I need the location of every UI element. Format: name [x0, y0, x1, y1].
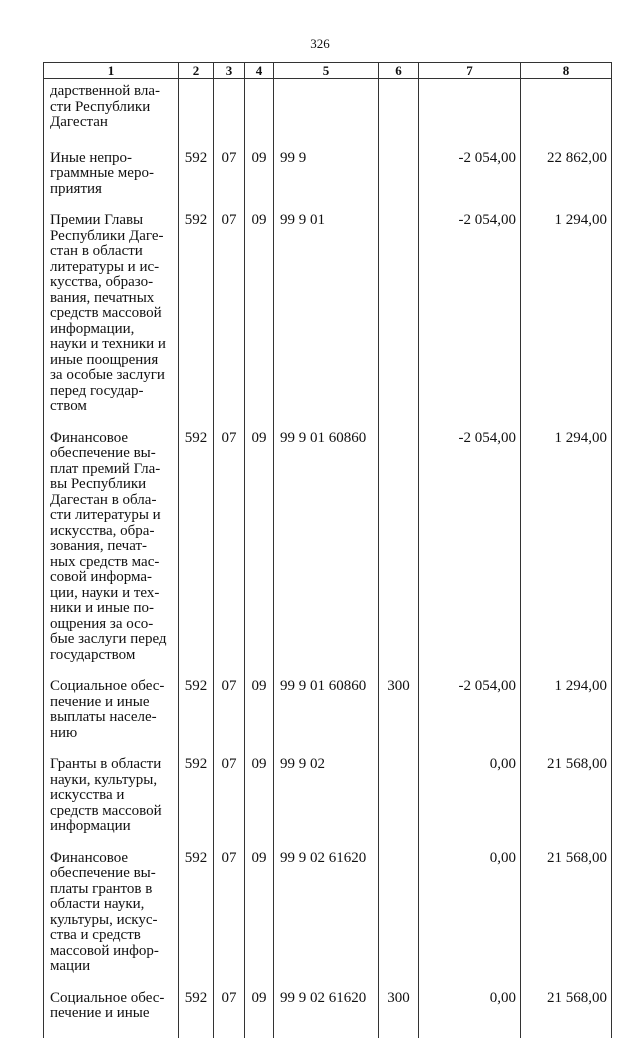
cell-expense-type	[379, 757, 419, 851]
cell-ministry: 592	[179, 991, 214, 1038]
cell-change-amount: -2 054,00	[419, 151, 521, 214]
cell-section: 07	[214, 851, 245, 991]
table-row	[44, 151, 612, 214]
cell-expense-type	[379, 213, 419, 431]
cell-ministry: 592	[179, 431, 214, 680]
cell-subsection: 09	[245, 431, 274, 680]
column-header: 7	[419, 63, 521, 79]
cell-change-amount: -2 054,00	[419, 431, 521, 680]
cell-ministry	[179, 79, 214, 151]
cell-target-article	[274, 79, 379, 151]
row-name: Иные непро- граммные меро- приятия	[44, 151, 179, 214]
column-header: 6	[379, 63, 419, 79]
cell-expense-type	[379, 79, 419, 151]
row-name: Социальное обес- печение и иные	[44, 991, 179, 1038]
column-header: 5	[274, 63, 379, 79]
row-name: Финансовое обеспечение вы- платы грантов в области науки, культуры, искус- ства и средств массовой инфор- мации	[44, 851, 179, 991]
cell-target-article: 99 9 02 61620	[274, 991, 379, 1038]
budget-table	[43, 62, 612, 1038]
cell-subsection: 09	[245, 679, 274, 757]
cell-subsection: 09	[245, 213, 274, 431]
cell-total-amount: 1 294,00	[521, 213, 612, 431]
cell-section: 07	[214, 679, 245, 757]
cell-section: 07	[214, 991, 245, 1038]
cell-section: 07	[214, 431, 245, 680]
table-row	[44, 213, 612, 431]
cell-change-amount: 0,00	[419, 851, 521, 991]
column-header: 4	[245, 63, 274, 79]
cell-target-article: 99 9 01 60860	[274, 679, 379, 757]
cell-change-amount: -2 054,00	[419, 679, 521, 757]
cell-total-amount: 1 294,00	[521, 679, 612, 757]
cell-expense-type	[379, 431, 419, 680]
table-row	[44, 851, 612, 991]
cell-section: 07	[214, 757, 245, 851]
column-header: 8	[521, 63, 612, 79]
cell-total-amount: 21 568,00	[521, 991, 612, 1038]
cell-ministry: 592	[179, 151, 214, 214]
cell-total-amount: 21 568,00	[521, 851, 612, 991]
cell-target-article: 99 9	[274, 151, 379, 214]
cell-change-amount: -2 054,00	[419, 213, 521, 431]
cell-total-amount: 1 294,00	[521, 431, 612, 680]
cell-change-amount: 0,00	[419, 991, 521, 1038]
cell-subsection: 09	[245, 851, 274, 991]
table-row	[44, 431, 612, 680]
cell-subsection: 09	[245, 757, 274, 851]
cell-section: 07	[214, 213, 245, 431]
row-name: Финансовое обеспечение вы- плат премий Гла- вы Республики Дагестан в обла- сти литературы и искусства, обра- зования, печат- ных средств мас- совой информа- ции, науки и тех- ники и иные по- ощрения за осо- бые заслуги перед государством	[44, 431, 179, 680]
cell-ministry: 592	[179, 679, 214, 757]
row-name: Социальное обес- печение и иные выплаты населе- нию	[44, 679, 179, 757]
cell-expense-type: 300	[379, 679, 419, 757]
cell-total-amount: 21 568,00	[521, 757, 612, 851]
table-row	[44, 757, 612, 851]
table-header-row	[44, 63, 612, 79]
column-header: 2	[179, 63, 214, 79]
cell-change-amount: 0,00	[419, 757, 521, 851]
row-name: Гранты в области науки, культуры, искусства и средств массовой информации	[44, 757, 179, 851]
column-header: 1	[44, 63, 179, 79]
page-number: 326	[310, 36, 330, 51]
cell-ministry: 592	[179, 213, 214, 431]
row-name: дарственной вла- сти Республики Дагестан	[44, 79, 179, 151]
table-row	[44, 679, 612, 757]
cell-section	[214, 79, 245, 151]
cell-target-article: 99 9 01 60860	[274, 431, 379, 680]
cell-ministry: 592	[179, 757, 214, 851]
row-name: Премии Главы Республики Даге- стан в области литературы и ис- кусства, образо- вания, печатных средств массовой информации, науки и техники и иные поощрения за особые заслуги перед государ- ством	[44, 213, 179, 431]
cell-expense-type	[379, 851, 419, 991]
cell-total-amount	[521, 79, 612, 151]
table-row	[44, 991, 612, 1038]
cell-expense-type	[379, 151, 419, 214]
cell-expense-type: 300	[379, 991, 419, 1038]
table-row	[44, 79, 612, 151]
cell-target-article: 99 9 01	[274, 213, 379, 431]
cell-subsection: 09	[245, 991, 274, 1038]
column-header: 3	[214, 63, 245, 79]
cell-change-amount	[419, 79, 521, 151]
cell-target-article: 99 9 02	[274, 757, 379, 851]
cell-section: 07	[214, 151, 245, 214]
cell-subsection	[245, 79, 274, 151]
cell-target-article: 99 9 02 61620	[274, 851, 379, 991]
cell-ministry: 592	[179, 851, 214, 991]
cell-subsection: 09	[245, 151, 274, 214]
cell-total-amount: 22 862,00	[521, 151, 612, 214]
